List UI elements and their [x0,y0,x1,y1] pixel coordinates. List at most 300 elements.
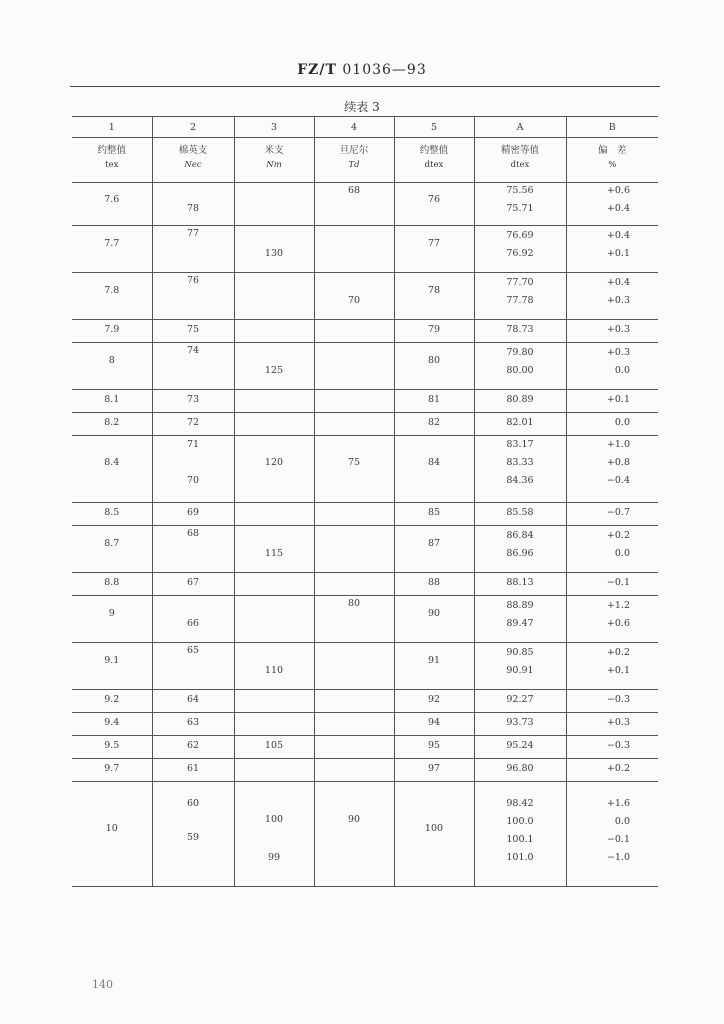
col-number-1: 1 [72,117,152,138]
cell-nm [234,713,314,736]
cell-value-dtex: 91 [427,655,441,666]
cell-value-b: −1.0 [606,852,630,863]
cell-b [566,273,658,320]
table-row [72,782,658,887]
cell-td [314,736,394,759]
cell-value-nec: 65 [186,645,200,656]
cell-tex [72,273,152,320]
table-row [72,183,658,226]
cell-value-b: +0.4 [606,230,630,241]
cell-b [566,413,658,436]
cell-value-nm: 110 [264,665,284,676]
cell-tex [72,596,152,643]
cell-value-nec: 60 [186,798,200,809]
cell-value-a: 86.96 [506,548,534,559]
header-rule [70,86,660,87]
cell-nm [234,782,314,887]
cell-nec [152,183,234,226]
cell-value-dtex: 78 [427,285,441,296]
cell-value-dtex: 80 [427,355,441,366]
cell-nm [234,690,314,713]
cell-value-a: 77.70 [506,277,534,288]
cell-tex [72,782,152,887]
col-unit-tex: tex [72,160,152,183]
col-unit-nm: Nm [234,160,314,183]
cell-value-nec: 63 [186,717,200,728]
col-name-tex-rounded: 约整值 [72,138,152,161]
cell-value-b: +0.2 [606,530,630,541]
cell-value-a: 95.24 [506,740,534,751]
cell-value-tex: 8.4 [104,457,120,468]
cell-nm [234,759,314,782]
table-header [72,117,658,183]
cell-value-b: +0.3 [606,347,630,358]
cell-value-a: 78.73 [506,324,534,335]
cell-a [474,643,566,690]
cell-a [474,183,566,226]
cell-value-tex: 9.5 [104,740,120,751]
cell-value-a: 82.01 [506,417,534,428]
cell-nm [234,183,314,226]
cell-value-nec: 62 [186,740,200,751]
cell-value-tex: 8 [108,355,115,366]
col-name-deviation: 偏 差 [597,145,627,156]
cell-value-dtex: 76 [427,194,441,205]
cell-dtex [394,320,474,343]
cell-tex [72,226,152,273]
cell-value-a: 88.13 [506,577,534,588]
cell-dtex [394,596,474,643]
cell-b [566,436,658,503]
cell-dtex [394,390,474,413]
cell-value-a: 76.69 [506,230,534,241]
cell-value-nm: 115 [264,548,284,559]
page-header [0,62,724,78]
col-unit-nec: Nec [152,160,234,183]
table-row [72,436,658,503]
cell-a [474,436,566,503]
cell-value-b: +0.1 [606,248,630,259]
col-unit-dtex-precise: dtex [474,160,566,183]
cell-value-a: 75.71 [506,203,534,214]
cell-nm [234,436,314,503]
cell-value-nec: 68 [186,528,200,539]
cell-tex [72,390,152,413]
cell-b [566,573,658,596]
cell-td [314,596,394,643]
cell-a [474,573,566,596]
cell-value-b: −0.1 [606,577,630,588]
cell-value-b: −0.4 [606,475,630,486]
cell-value-b: +0.1 [606,394,630,405]
col-unit-percent: % [566,160,658,183]
cell-value-tex: 8.7 [104,538,120,549]
cell-nec [152,503,234,526]
page-number: 140 [92,978,113,991]
table-row [72,273,658,320]
cell-a [474,503,566,526]
cell-tex [72,526,152,573]
cell-value-tex: 10 [105,823,118,834]
table-row [72,759,658,782]
cell-value-a: 75.56 [506,185,534,196]
cell-value-a: 84.36 [506,475,534,486]
table-row [72,320,658,343]
cell-td [314,782,394,887]
cell-a [474,526,566,573]
cell-nm [234,573,314,596]
cell-a [474,390,566,413]
cell-nm [234,226,314,273]
cell-value-b: +1.0 [606,439,630,450]
col-unit-dtex: dtex [394,160,474,183]
cell-a [474,226,566,273]
cell-dtex [394,183,474,226]
table-row [72,226,658,273]
cell-b [566,320,658,343]
cell-td [314,690,394,713]
cell-value-tex: 8.8 [104,577,120,588]
cell-nec [152,736,234,759]
cell-tex [72,759,152,782]
table-row [72,690,658,713]
cell-nec [152,390,234,413]
cell-value-a: 100.0 [506,816,534,827]
cell-nm [234,320,314,343]
cell-nec [152,413,234,436]
cell-value-nec: 72 [186,417,200,428]
cell-value-a: 83.17 [506,439,534,450]
cell-value-a: 76.92 [506,248,534,259]
cell-nm [234,503,314,526]
standard-prefix: FZ/T [297,62,337,78]
cell-a [474,713,566,736]
cell-td [314,759,394,782]
cell-value-a: 83.33 [506,457,534,468]
cell-value-a: 88.89 [506,600,534,611]
standard-code: 01036—93 [342,62,427,78]
cell-value-b: +0.2 [606,647,630,658]
cell-value-nec: 74 [186,345,200,356]
col-number-a: A [474,117,566,138]
col-name-metric-count: 米支 [234,138,314,161]
cell-a [474,736,566,759]
cell-value-b: −0.1 [606,834,630,845]
cell-tex [72,573,152,596]
cell-value-nec: 76 [186,275,200,286]
cell-value-a: 86.84 [506,530,534,541]
cell-value-dtex: 97 [427,763,441,774]
cell-b [566,759,658,782]
column-unit-row [72,160,658,183]
cell-value-tex: 9.7 [104,763,120,774]
cell-value-b: +0.3 [606,717,630,728]
cell-nec [152,273,234,320]
cell-nec [152,596,234,643]
cell-value-a: 100.1 [506,834,534,845]
col-name-denier: 旦尼尔 [314,138,394,161]
cell-nm [234,643,314,690]
cell-value-a: 92.27 [506,694,534,705]
cell-nm [234,736,314,759]
cell-value-td: 68 [347,185,361,196]
cell-dtex [394,782,474,887]
cell-a [474,320,566,343]
cell-value-nec: 73 [186,394,200,405]
cell-nec [152,759,234,782]
col-number-5: 5 [394,117,474,138]
table-row [72,736,658,759]
cell-td [314,503,394,526]
cell-td [314,643,394,690]
cell-value-td: 80 [347,598,361,609]
cell-tex [72,436,152,503]
cell-value-dtex: 77 [427,238,441,249]
cell-value-td: 75 [347,457,361,468]
cell-tex [72,643,152,690]
cell-td [314,436,394,503]
cell-value-tex: 7.7 [104,238,120,249]
cell-value-dtex: 82 [427,417,441,428]
cell-dtex [394,436,474,503]
cell-b [566,183,658,226]
cell-value-nec: 66 [186,618,200,629]
cell-value-nm: 99 [267,852,281,863]
cell-value-a: 90.91 [506,665,534,676]
cell-dtex [394,690,474,713]
cell-value-nec: 75 [186,324,200,335]
cell-value-dtex: 79 [427,324,441,335]
cell-tex [72,320,152,343]
cell-value-a: 96.80 [506,763,534,774]
cell-value-b: +0.3 [606,324,630,335]
cell-value-tex: 7.9 [104,324,120,335]
cell-a [474,343,566,390]
cell-value-a: 80.89 [506,394,534,405]
cell-value-dtex: 81 [427,394,441,405]
cell-value-nec: 67 [186,577,200,588]
col-number-2: 2 [152,117,234,138]
cell-nm [234,390,314,413]
cell-value-a: 98.42 [506,798,534,809]
cell-value-tex: 8.5 [104,507,120,518]
cell-a [474,273,566,320]
cell-td [314,413,394,436]
conversion-table [72,116,658,887]
cell-value-dtex: 87 [427,538,441,549]
cell-value-tex: 8.2 [104,417,120,428]
cell-b [566,226,658,273]
cell-b [566,526,658,573]
cell-value-dtex: 90 [427,608,441,619]
cell-dtex [394,273,474,320]
cell-value-tex: 7.8 [104,285,120,296]
cell-value-a: 89.47 [506,618,534,629]
cell-b [566,690,658,713]
cell-value-b: −0.3 [606,740,630,751]
cell-td [314,573,394,596]
cell-value-b: +0.1 [606,665,630,676]
cell-b [566,713,658,736]
cell-value-b: 0.0 [614,365,630,376]
cell-b [566,782,658,887]
cell-dtex [394,226,474,273]
cell-b [566,503,658,526]
cell-nm [234,343,314,390]
cell-value-dtex: 94 [427,717,441,728]
cell-value-dtex: 100 [424,823,444,834]
table-row [72,503,658,526]
cell-value-b: +0.2 [606,763,630,774]
cell-value-td: 70 [347,295,361,306]
cell-b [566,390,658,413]
cell-b [566,736,658,759]
cell-value-a: 85.58 [506,507,534,518]
cell-value-tex: 8.1 [104,394,120,405]
cell-a [474,782,566,887]
cell-value-dtex: 84 [427,457,441,468]
table-row [72,343,658,390]
cell-dtex [394,736,474,759]
cell-value-nec: 71 [186,439,200,450]
cell-value-b: +1.2 [606,600,630,611]
cell-value-a: 77.78 [506,295,534,306]
cell-value-a: 80.00 [506,365,534,376]
cell-value-b: −0.7 [606,507,630,518]
cell-tex [72,503,152,526]
cell-td [314,226,394,273]
cell-value-b: +0.3 [606,295,630,306]
col-name-dtex-rounded: 约整值 [394,138,474,161]
cell-value-nec: 69 [186,507,200,518]
cell-value-b: −0.3 [606,694,630,705]
cell-value-nec: 61 [186,763,200,774]
cell-td [314,713,394,736]
cell-b [566,643,658,690]
cell-nm [234,596,314,643]
cell-nec [152,782,234,887]
cell-td [314,526,394,573]
col-number-4: 4 [314,117,394,138]
cell-value-nm: 105 [264,740,284,751]
cell-dtex [394,526,474,573]
cell-tex [72,343,152,390]
cell-nm [234,526,314,573]
cell-dtex [394,573,474,596]
cell-a [474,690,566,713]
table-row [72,390,658,413]
cell-value-b: +0.4 [606,203,630,214]
cell-value-nec: 77 [186,228,200,239]
cell-value-a: 90.85 [506,647,534,658]
table-row [72,573,658,596]
col-number-b: B [566,117,658,138]
cell-nm [234,413,314,436]
cell-dtex [394,343,474,390]
cell-dtex [394,713,474,736]
cell-td [314,343,394,390]
cell-dtex [394,643,474,690]
table-row [72,596,658,643]
cell-a [474,759,566,782]
cell-value-nec: 64 [186,694,200,705]
cell-nec [152,573,234,596]
cell-value-nec: 78 [186,203,200,214]
cell-tex [72,183,152,226]
cell-value-b: +0.6 [606,618,630,629]
cell-value-dtex: 92 [427,694,441,705]
cell-td [314,183,394,226]
col-name-precise-equivalent: 精密等值 [474,138,566,161]
cell-td [314,390,394,413]
cell-tex [72,690,152,713]
cell-value-nm: 125 [264,365,284,376]
cell-nec [152,343,234,390]
cell-tex [72,713,152,736]
cell-tex [72,736,152,759]
cell-value-tex: 9.2 [104,694,120,705]
cell-b [566,596,658,643]
table-caption: 续表 3 [344,100,380,114]
cell-nec [152,436,234,503]
cell-b [566,343,658,390]
col-name-cotton-count: 棉英支 [152,138,234,161]
cell-value-tex: 7.6 [104,194,120,205]
table-body [72,183,658,887]
table-row [72,713,658,736]
cell-nec [152,713,234,736]
cell-dtex [394,759,474,782]
cell-value-tex: 9.4 [104,717,120,728]
cell-a [474,413,566,436]
cell-value-a: 93.73 [506,717,534,728]
cell-value-b: +0.4 [606,277,630,288]
cell-value-b: 0.0 [614,548,630,559]
cell-value-b: 0.0 [614,816,630,827]
col-number-3: 3 [234,117,314,138]
cell-nm [234,273,314,320]
column-number-row [72,117,658,138]
cell-value-dtex: 95 [427,740,441,751]
cell-value-nm: 130 [264,248,284,259]
cell-value-a: 101.0 [506,852,534,863]
cell-dtex [394,413,474,436]
cell-dtex [394,503,474,526]
cell-td [314,320,394,343]
cell-value-nm: 100 [264,814,284,825]
cell-nec [152,690,234,713]
cell-value-nec: 70 [186,475,200,486]
table-row [72,413,658,436]
cell-value-dtex: 88 [427,577,441,588]
cell-value-tex: 9.1 [104,655,120,666]
cell-value-td: 90 [347,814,361,825]
cell-value-b: +0.8 [606,457,630,468]
cell-nec [152,526,234,573]
cell-value-a: 79.80 [506,347,534,358]
cell-a [474,596,566,643]
cell-nec [152,320,234,343]
cell-tex [72,413,152,436]
cell-value-b: +1.6 [606,798,630,809]
table-row [72,643,658,690]
cell-value-b: 0.0 [614,417,630,428]
cell-td [314,273,394,320]
cell-value-nec: 59 [186,832,200,843]
cell-nec [152,643,234,690]
cell-value-b: +0.6 [606,185,630,196]
cell-value-tex: 9 [108,608,115,619]
